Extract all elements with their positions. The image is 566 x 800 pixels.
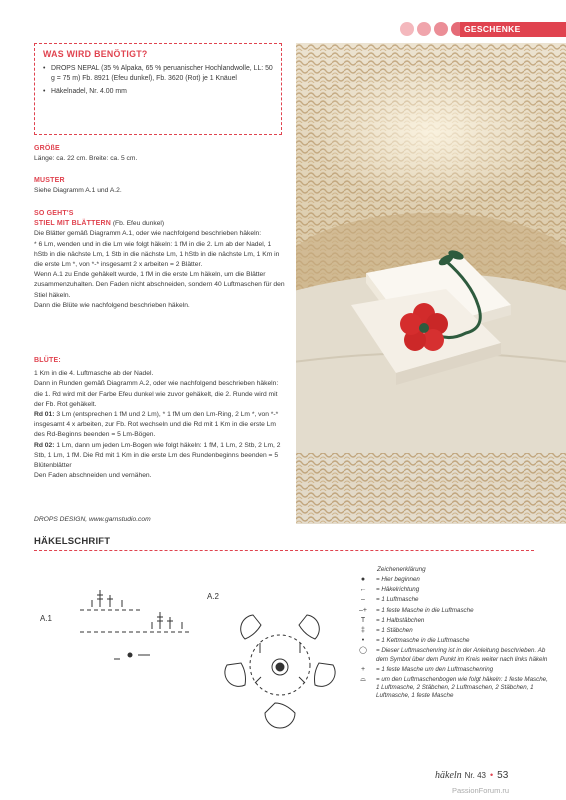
watermark: PassionForum.ru <box>452 786 510 795</box>
legend-text: = 1 Luftmasche <box>376 596 419 604</box>
legend-row <box>350 596 550 604</box>
legend-row <box>350 676 550 701</box>
legend-row <box>350 666 550 674</box>
sogehts-subtitle-note: (Fb. Efeu dunkel) <box>112 220 165 228</box>
legend-row <box>350 637 550 645</box>
credit: DROPS DESIGN, www.garnstudio.com <box>34 516 151 523</box>
dot-2 <box>417 22 431 36</box>
legend-row <box>350 647 550 663</box>
sogehts-paragraph: Die Blätter gemäß Diagramm A.1, oder wie nachfolgend beschrieben häkeln: <box>34 230 262 238</box>
rd1-label: Rd 01: <box>34 411 55 419</box>
legend-title: Zeichenerklärung <box>377 566 426 573</box>
bluete-end: Den Faden abschneiden und vernähen. <box>34 472 152 480</box>
page-footer <box>435 770 508 781</box>
legend-row <box>350 617 550 625</box>
legend-row <box>350 607 550 615</box>
bluete-line: 1 Km in die 4. Luftmasche ab der Nadel. <box>34 370 154 378</box>
magazine-brand: häkeln <box>435 770 462 781</box>
materials-list <box>43 64 273 97</box>
rd1-text: 3 Lm (entsprechen 1 fM und 2 Lm), * 1 fM um den Lm-Ring, 2 Lm *, von *-* insgesamt 4 x arbeiten, zur Fb. Rot wechseln und die Rd mit 1 Km in die erste Lm des Rd-Beginns beenden = 5 Lm-Bögen. <box>34 411 279 439</box>
materials-title: WAS WIRD BENÖTIGT? <box>43 49 148 59</box>
legend <box>350 566 550 703</box>
section-muster <box>34 176 286 196</box>
legend-text: = 1 Halbstäbchen <box>376 616 425 624</box>
issue-dots <box>400 22 468 36</box>
category-label: GESCHENKE <box>460 22 566 37</box>
chain-stitch-icon: – <box>361 596 365 604</box>
sc-around-ring-icon: + <box>360 665 366 673</box>
diagram-a2 <box>215 595 345 735</box>
materials-item-yarn: • DROPS NEPAL (35 % Alpaka, 65 % peruanischer Hochlandwolle, LL: 50 g = 75 m) Fb. 8921 (Efeu dunkel), Fb. 3620 (Rot) je 1 Knäuel <box>43 64 273 84</box>
issue-number: Nr. 43 <box>464 771 486 780</box>
diagram-a2-label: A.2 <box>207 592 220 601</box>
diagram-a1-label: A.1 <box>40 614 53 623</box>
sogehts-paragraph: Dann die Blüte wie nachfolgend beschrieben häkeln. <box>34 301 190 309</box>
groesse-title: GRÖßE <box>34 145 60 152</box>
legend-row <box>350 586 550 594</box>
legend-text: = Häkelrichtung <box>376 586 420 594</box>
double-crochet-icon: ‡ <box>361 627 365 635</box>
section-divider <box>34 550 534 551</box>
petal-icon: ⌓ <box>360 676 366 684</box>
legend-row <box>350 627 550 635</box>
muster-text: Siehe Diagramm A.1 und A.2. <box>34 187 122 195</box>
page-number: 53 <box>497 770 509 781</box>
single-crochet-icon: ‒+ <box>359 606 367 614</box>
materials-item-hook: • Häkelnadel, Nr. 4.00 mm <box>43 87 273 97</box>
diagram-a1 <box>70 585 200 665</box>
photo-illustration <box>296 43 566 524</box>
section-groesse <box>34 144 286 164</box>
half-double-icon: T <box>360 616 366 624</box>
dot-3 <box>434 22 448 36</box>
rd2-label: Rd 02: <box>34 441 55 449</box>
sogehts-paragraph: Wenn A.1 zu Ende gehäkelt wurde, 1 fM in die erste Lm häkeln, um die Blätter zusammenzuhalten. Den Faden nicht abschneiden, sondern 40 Luftmaschen für den Stiel häkeln. <box>34 271 285 299</box>
section-so-gehts <box>34 209 286 311</box>
chart-section-title: HÄKELSCHRIFT <box>34 536 111 547</box>
legend-row <box>350 576 550 584</box>
bluete-line: Dann in Runden gemäß Diagramm A.2, oder wie nachfolgend beschrieben häkeln: die 1. Rd wird mit der Farbe Efeu dunkel wie zuvor gehäkelt, die 2. Runde wird mit der Fb. Rot gehäkelt. <box>34 380 279 408</box>
sogehts-paragraph: * 6 Lm, wenden und in die Lm wie folgt häkeln: 1 fM in die 2. Lm ab der Nadel, 1 hStb in die nächste Lm, 1 Stb in die nächste Lm, 1 hStb in die nächste Lm, 1 Km in die erste Lm *, von *-* insgesamt 2 x arbeiten = 2 Blätter. <box>34 240 280 269</box>
materials-box <box>34 43 282 135</box>
start-icon: ● <box>360 576 366 583</box>
slip-stitch-icon: • <box>361 637 365 645</box>
muster-title: MUSTER <box>34 177 65 184</box>
legend-text: = 1 Kettmasche in die Luftmasche <box>376 637 470 645</box>
rd2-text: 1 Lm, dann um jeden Lm-Bogen wie folgt häkeln: 1 fM, 1 Lm, 2 Stb, 2 Lm, 2 Stb, 1 Lm, 1 fM. Die Rd mit 1 Km in die erste Lm des Rundenbeginns beenden = 5 Blütenblätter <box>34 441 281 470</box>
chain-ring-icon: ◯ <box>359 647 367 655</box>
legend-text: = 1 Stäbchen <box>376 627 413 635</box>
sogehts-subtitle: STIEL MIT BLÄTTERN <box>34 220 111 228</box>
groesse-text: Länge: ca. 22 cm. Breite: ca. 5 cm. <box>34 155 138 163</box>
product-photo <box>296 43 566 524</box>
footer-bullet: • <box>490 770 494 780</box>
sogehts-title: SO GEHT'S <box>34 210 74 217</box>
dot-1 <box>400 22 414 36</box>
legend-text: = Dieser Luftmaschenring ist in der Anleitung beschrieben. Ab dem Symbol über dem Punkt im Kreis weiter nach links häkeln <box>376 647 548 663</box>
section-bluete <box>34 356 286 481</box>
bluete-title: BLÜTE: <box>34 357 61 364</box>
bluete-round-1 <box>34 410 286 441</box>
legend-text: = 1 feste Masche in die Luftmasche <box>376 606 474 614</box>
legend-text: = um den Luftmaschenbogen wie folgt häkeln: 1 feste Masche, 1 Luftmasche, 2 Stäbchen, 2 Luftmaschen, 2 Stäbchen, 1 Luftmasche, 1 feste Masche <box>376 676 548 700</box>
legend-text: = 1 feste Masche um den Luftmaschenring <box>376 665 494 673</box>
bluete-round-2 <box>34 441 286 472</box>
legend-text: = Hier beginnen <box>376 576 420 583</box>
direction-arrow-icon: ← <box>359 586 367 594</box>
